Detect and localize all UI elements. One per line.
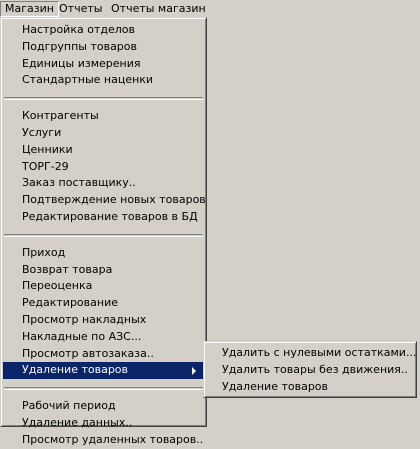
menu-item-label: Удаление товаров bbox=[22, 363, 129, 377]
menu-item-nakladnye-po-azs[interactable]: Накладные по АЗС... bbox=[22, 329, 142, 343]
menu-item-udalenie-tovarov[interactable] bbox=[3, 362, 204, 379]
menu-item-edinicy-izmereniya[interactable]: Единицы измерения bbox=[22, 56, 141, 70]
menu-item-redaktirovanie[interactable]: Редактирование bbox=[22, 296, 118, 310]
udalenie-tovarov-submenu bbox=[203, 341, 417, 398]
menu-item-udalenie-dannyh[interactable]: Удаление данных.. bbox=[22, 415, 133, 429]
menu-item-pereocenka[interactable]: Переоценка bbox=[22, 279, 93, 293]
menu-separator bbox=[4, 387, 203, 390]
submenu-item-udalit-s-nulevymi-ostatkami[interactable]: Удалить с нулевыми остатками... bbox=[222, 346, 417, 359]
menu-item-podtverzhdenie-novyh-tovarov[interactable]: Подтверждение новых товаров bbox=[22, 193, 206, 207]
menu-item-prosmotr-nakladnyh[interactable]: Просмотр накладных bbox=[22, 312, 147, 326]
menu-item-redaktirovanie-tovarov-v-bd[interactable]: Редактирование товаров в БД bbox=[22, 209, 198, 223]
menu-otchety[interactable]: Отчеты bbox=[59, 2, 103, 15]
submenu-item-udalit-tovary-bez-dvizheniya[interactable]: Удалить товары без движения.. bbox=[222, 362, 408, 376]
menu-item-zakaz-postavshiku[interactable]: Заказ поставщику.. bbox=[22, 176, 136, 190]
menu-item-kontragenty[interactable]: Контрагенты bbox=[22, 109, 99, 123]
menu-bar bbox=[0, 0, 420, 18]
menu-item-vozvrat-tovara[interactable]: Возврат товара bbox=[22, 262, 113, 276]
menu-item-nastroika-otdelov[interactable]: Настройка отделов bbox=[22, 23, 135, 36]
menu-separator bbox=[4, 97, 203, 100]
menu-otchety-magazin[interactable]: Отчеты магазин bbox=[111, 2, 206, 15]
menu-item-cenniki[interactable]: Ценники bbox=[22, 142, 73, 156]
menu-item-prosmotr-udalennyh-tovarov[interactable]: Просмотр удаленных товаров.. bbox=[22, 432, 204, 446]
menu-separator bbox=[4, 234, 203, 237]
submenu-item-udalenie-tovarov[interactable]: Удаление товаров bbox=[222, 379, 329, 393]
magazin-dropdown-menu bbox=[0, 17, 207, 446]
menu-item-standartnye-nacenki[interactable]: Стандартные наценки bbox=[22, 73, 154, 87]
submenu-arrow-icon bbox=[192, 367, 196, 375]
menu-item-prihod[interactable]: Приход bbox=[22, 245, 66, 259]
menu-magazin[interactable]: Магазин bbox=[0, 1, 59, 17]
menu-item-podgruppy-tovarov[interactable]: Подгруппы товаров bbox=[22, 39, 138, 53]
menu-item-rabochii-period[interactable]: Рабочий период bbox=[22, 399, 116, 413]
menu-item-uslugi[interactable]: Услуги bbox=[22, 125, 62, 139]
menu-item-prosmotr-avtozakaza[interactable]: Просмотр автозаказа.. bbox=[22, 346, 154, 360]
menu-item-torg-29[interactable]: ТОРГ-29 bbox=[22, 159, 69, 173]
